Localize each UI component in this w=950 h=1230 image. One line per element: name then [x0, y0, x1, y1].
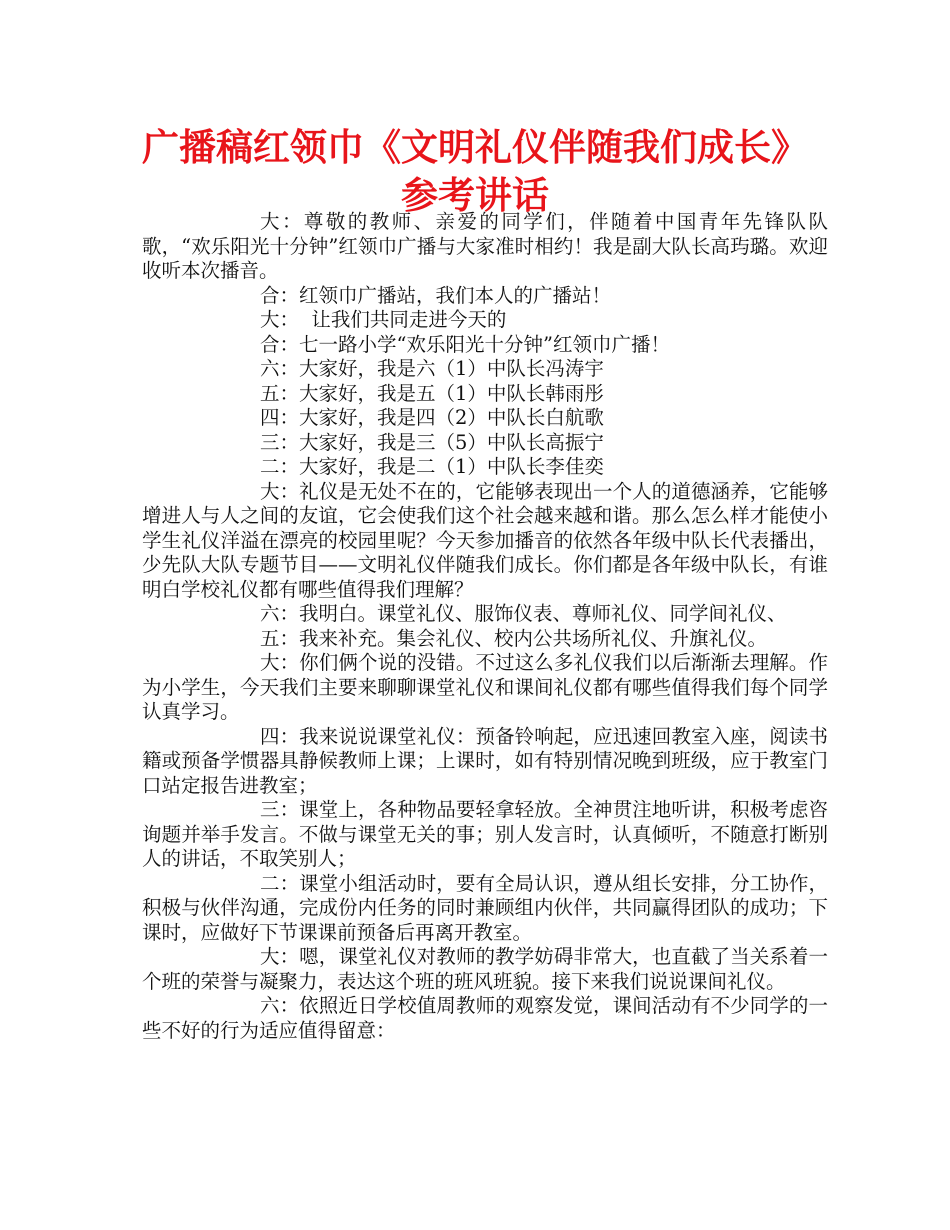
paragraph: 大：你们俩个说的没错。不过这么多礼仪我们以后渐渐去理解。作为小学生，今天我们主要来聊聊课堂礼仪和课间礼仪都有哪些值得我们每个同学认真学习。	[142, 651, 828, 723]
paragraph: 六：我明白。课堂礼仪、服饰仪表、尊师礼仪、同学间礼仪、	[260, 602, 787, 625]
paragraph: 三：课堂上，各种物品要轻拿轻放。全神贯注地听讲，积极考虑咨询题并举手发言。不做与课堂无关的事；别人发言时，认真倾听，不随意打断别人的讲话，不取笑别人；	[142, 798, 828, 870]
paragraph: 六：依照近日学校值周教师的观察发觉，课间活动有不少同学的一些不好的行为适应值得留意：	[142, 994, 828, 1042]
paragraph: 大： 让我们共同走进今天的	[260, 308, 507, 331]
paragraph: 大：尊敬的教师、亲爱的同学们，伴随着中国青年先锋队队歌，“欢乐阳光十分钟”红领巾广播与大家准时相约！我是副大队长高玙璐。欢迎收听本次播音。	[142, 210, 828, 282]
document-body	[142, 210, 828, 1043]
paragraph: 大：礼仪是无处不在的，它能够表现出一个人的道德涵养，它能够增进人与人之间的友谊，它会使我们这个社会越来越和谐。那么怎么样才能使小学生礼仪洋溢在漂亮的校园里呢？今天参加播音的依然各年级中队长代表播出，少先队大队专题节目——文明礼仪伴随我们成长。你们都是各年级中队长，有谁明白学校礼仪都有哪些值得我们理解？	[142, 479, 828, 601]
paragraph: 五：大家好，我是五（1）中队长韩雨彤	[260, 381, 604, 405]
paragraph: 合：七一路小学“欢乐阳光十分钟”红领巾广播！	[260, 332, 670, 356]
paragraph: 二：大家好，我是二（1）中队长李佳奕	[260, 455, 604, 478]
paragraph: 五：我来补充。集会礼仪、校内公共场所礼仪、升旗礼仪。	[260, 626, 768, 650]
paragraph: 二：课堂小组活动时，要有全局认识，遵从组长安排，分工协作，积极与伙伴沟通，完成份内任务的同时兼顾组内伙伴，共同赢得团队的成功；下课时，应做好下节课课前预备后再离开教室。	[142, 871, 828, 944]
paragraph: 六：大家好，我是六（1）中队长冯涛宇	[260, 357, 604, 380]
document-title-line-1: 广播稿红领巾《文明礼仪伴随我们成长》	[142, 126, 808, 169]
paragraph: 大：嗯，课堂礼仪对教师的教学妨碍非常大，也直截了当关系着一个班的荣誉与凝聚力，表达这个班的班风班貌。接下来我们说说课间礼仪。	[142, 945, 828, 993]
paragraph: 四：我来说说课堂礼仪：预备铃响起，应迅速回教室入座，阅读书籍或预备学惯器具静候教师上课；上课时，如有特别情况晚到班级，应于教室门口站定报告进教室；	[142, 724, 828, 797]
paragraph: 四：大家好，我是四（2）中队长白航歌	[260, 406, 604, 429]
paragraph: 合：红领巾广播站，我们本人的广播站！	[260, 283, 612, 307]
document-title-line-2: 参考讲话	[401, 174, 549, 217]
paragraph: 三：大家好，我是三（5）中队长高振宁	[260, 430, 604, 454]
